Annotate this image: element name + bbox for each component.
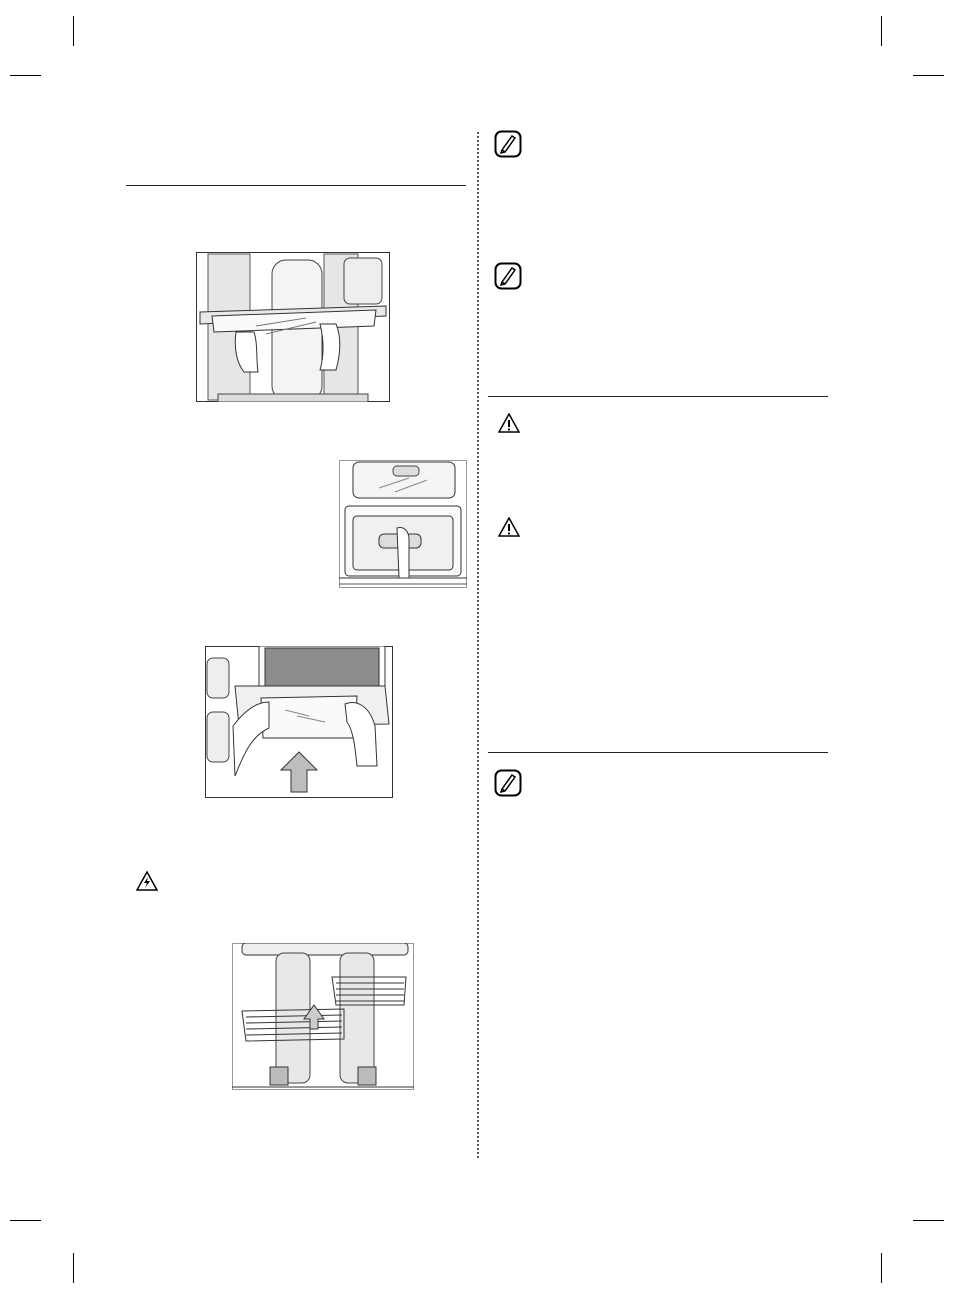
crop-mark-top-right-vertical: [881, 16, 882, 46]
note-pencil-icon: [494, 769, 522, 797]
crop-mark-bottom-right-vertical: [881, 1253, 882, 1283]
crop-mark-bottom-left-horizontal: [10, 1220, 41, 1221]
caution-triangle-icon: [498, 413, 520, 433]
note-pencil-icon: [494, 130, 522, 158]
note-pencil-icon: [494, 262, 522, 290]
crop-mark-bottom-left-vertical: [73, 1253, 74, 1283]
crop-mark-top-left-horizontal: [10, 75, 41, 76]
right-section-rule-2: [488, 752, 828, 753]
crop-mark-bottom-right-horizontal: [913, 1220, 944, 1221]
right-section-rule-1: [488, 396, 828, 397]
bin-lift-illustration: [205, 646, 393, 798]
figure-drawer-removal: [339, 460, 467, 588]
figure-bin-lift: [205, 646, 393, 798]
left-section-rule: [126, 185, 466, 186]
wire-shelf-lift-illustration: [232, 943, 414, 1090]
figure-shelf-removal: [196, 252, 390, 402]
column-divider: [477, 132, 479, 1158]
caution-triangle-icon: [498, 517, 520, 537]
crop-mark-top-left-vertical: [73, 16, 74, 46]
crop-mark-top-right-horizontal: [913, 75, 944, 76]
drawer-removal-illustration: [339, 460, 467, 588]
electric-shock-warning-icon: [136, 871, 158, 891]
shelf-removal-illustration: [196, 252, 390, 402]
figure-wire-shelf-lift: [232, 943, 414, 1090]
